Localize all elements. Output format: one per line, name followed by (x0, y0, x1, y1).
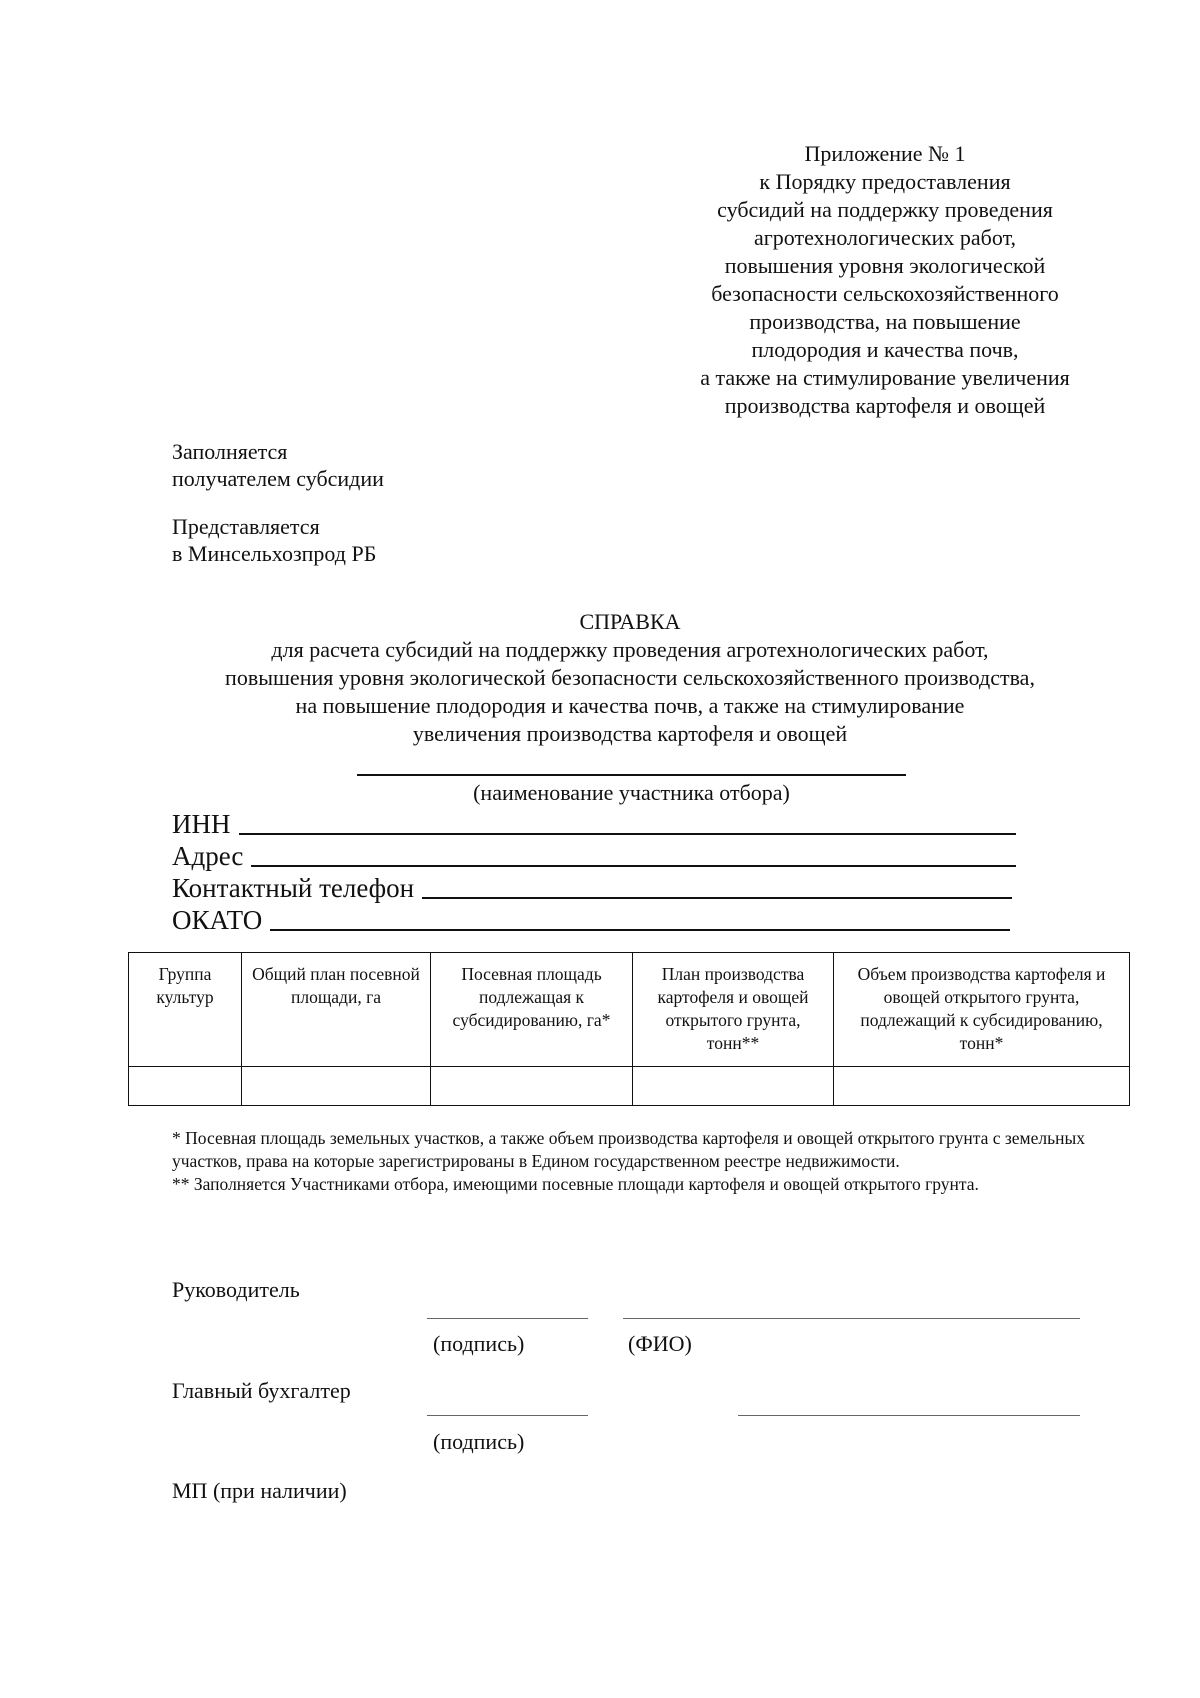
subsidy-table (128, 952, 1130, 1106)
head-name-line[interactable] (623, 1318, 1080, 1319)
footnote-2: ** Заполняется Участниками отбора, имеющими посевные площади картофеля и овощей открытого грунта. (172, 1174, 979, 1194)
footnote-1: * Посевная площадь земельных участков, а также объем производства картофеля и овощей открытого грунта с земельных участков, права на которые зарегистрированы в Едином государственном реестре недвижимости. (172, 1128, 1085, 1171)
head-label: Руководитель (172, 1277, 300, 1302)
appendix-line: повышения уровня экологической (724, 253, 1046, 278)
filled-by-line: получателем субсидии (172, 466, 384, 491)
appendix-line: безопасности сельскохозяйственного (711, 281, 1059, 306)
appendix-line: субсидий на поддержку проведения (717, 197, 1053, 222)
footnotes (172, 1127, 1085, 1196)
seal-label: МП (при наличии) (172, 1478, 347, 1503)
okato-label: ОКАТО (172, 905, 263, 935)
column-header: План производства картофеля и овощей открытого грунта, тонн** (633, 953, 834, 1067)
accountant-signature-line[interactable] (427, 1415, 588, 1416)
head-signature-line[interactable] (427, 1318, 588, 1319)
accountant-signature-caption: (подпись) (433, 1429, 525, 1454)
inn-line[interactable] (239, 833, 1017, 835)
document-title (130, 608, 1130, 748)
phone-label: Контактный телефон (172, 873, 415, 903)
accountant-name-line[interactable] (738, 1415, 1080, 1416)
title-line: для расчета субсидий на поддержку проведения агротехнологических работ, (271, 637, 989, 662)
submitted-to-line: Представляется (172, 514, 320, 539)
column-header: Посевная площадь подлежащая к субсидированию, га* (431, 953, 633, 1067)
filled-by-note (172, 438, 384, 492)
filled-by-line: Заполняется (172, 439, 288, 464)
table-cell[interactable] (431, 1067, 633, 1106)
table-row (129, 1067, 1130, 1106)
appendix-line: а также на стимулирование увеличения (700, 365, 1070, 390)
okato-field[interactable] (172, 902, 1010, 935)
phone-field[interactable] (172, 870, 1012, 903)
title-line: увеличения производства картофеля и овощей (412, 721, 848, 746)
submitted-to-note (172, 513, 376, 567)
appendix-line: производства, на повышение (749, 309, 1021, 334)
head-signature-caption: (подпись) (433, 1331, 525, 1356)
appendix-header (650, 140, 1120, 420)
address-label: Адрес (172, 841, 244, 871)
appendix-line: агротехнологических работ, (753, 225, 1017, 250)
appendix-line: к Порядку предоставления (759, 169, 1011, 194)
title-line: на повышение плодородия и качества почв, а также на стимулирование (295, 693, 965, 718)
column-header: Общий план посевной площади, га (242, 953, 431, 1067)
inn-label: ИНН (172, 809, 231, 839)
submitted-to-line: в Минсельхозпрод РБ (172, 541, 377, 566)
appendix-line: Приложение № 1 (804, 141, 966, 166)
chief-accountant-label: Главный бухгалтер (172, 1378, 351, 1403)
appendix-line: производства картофеля и овощей (724, 393, 1046, 418)
appendix-line: плодородия и качества почв, (751, 337, 1019, 362)
phone-line[interactable] (422, 897, 1012, 899)
participant-name-line[interactable] (357, 774, 906, 776)
title-heading: СПРАВКА (579, 609, 681, 634)
table-cell[interactable] (834, 1067, 1130, 1106)
participant-name-caption: (наименование участника отбора) (473, 780, 790, 805)
address-field[interactable] (172, 838, 1016, 871)
address-line[interactable] (251, 865, 1016, 867)
head-name-caption: (ФИО) (628, 1331, 692, 1356)
table-cell[interactable] (242, 1067, 431, 1106)
column-header: Объем производства картофеля и овощей открытого грунта, подлежащий к субсидированию, тонн* (834, 953, 1130, 1067)
okato-line[interactable] (270, 929, 1010, 931)
column-header: Группа культур (129, 953, 242, 1067)
table-cell[interactable] (633, 1067, 834, 1106)
inn-field[interactable] (172, 806, 1016, 839)
title-line: повышения уровня экологической безопасности сельскохозяйственного производства, (225, 665, 1035, 690)
table-cell[interactable] (129, 1067, 242, 1106)
table-header-row (129, 953, 1130, 1067)
